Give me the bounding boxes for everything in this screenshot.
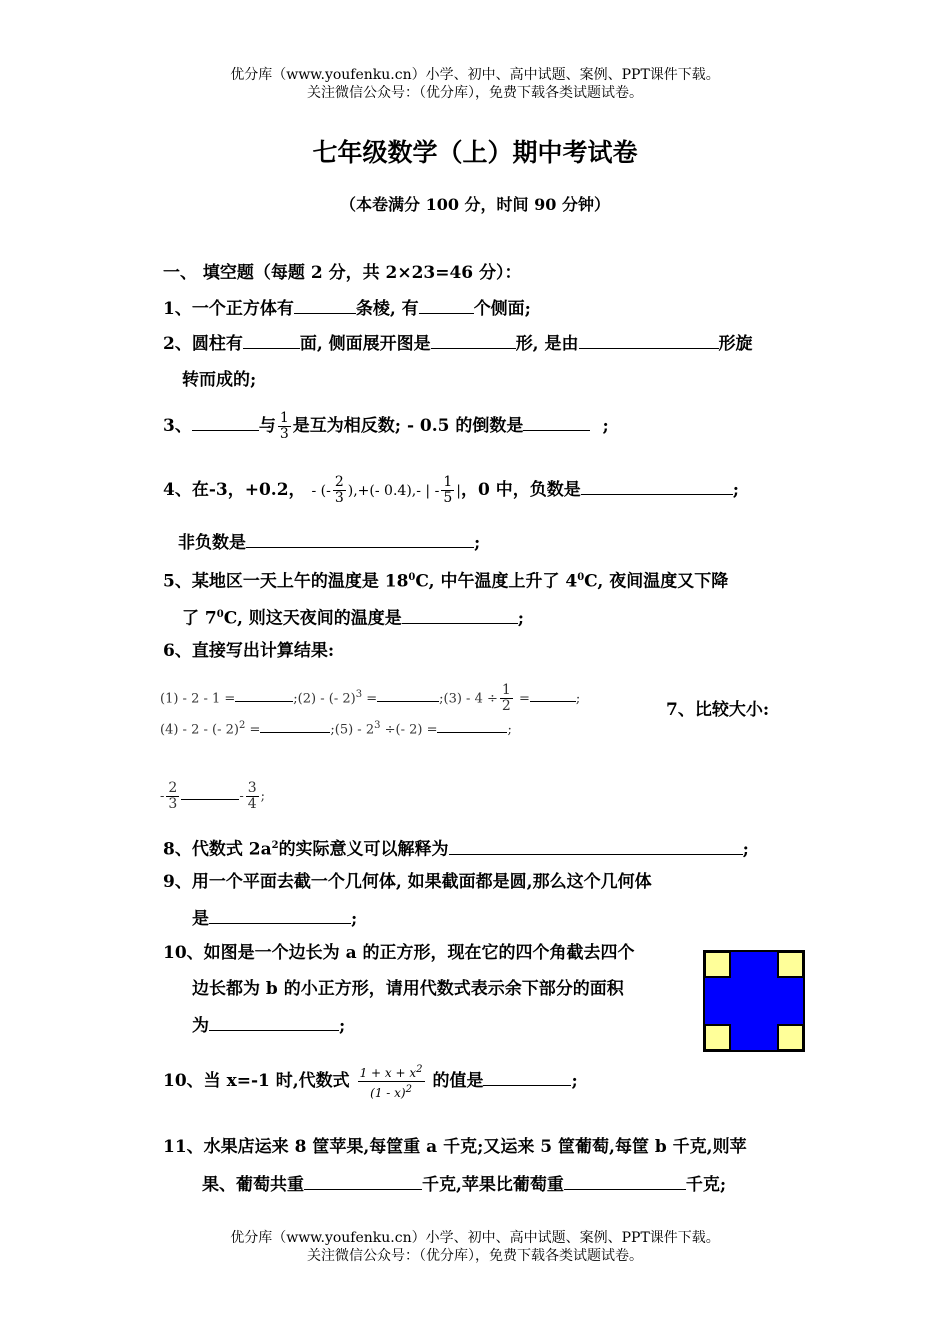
question-11-cont: 果、葡萄共重 千克,苹果比葡萄重 千克; bbox=[202, 1175, 727, 1195]
corner-square-tl bbox=[704, 951, 731, 978]
question-10a-line2: 边长都为 b 的小正方形，请用代数式表示余下部分的面积 bbox=[192, 979, 624, 999]
question-1: 1、一个正方体有 条棱, 有 个侧面; bbox=[163, 299, 531, 319]
question-5-cont: 了 $7^0C$, 则这天夜间的温度是 ; bbox=[182, 608, 525, 629]
page-footer-line2: 关注微信公众号：（优分库），免费下载各类试题试卷。 bbox=[307, 1248, 643, 1264]
question-9: 9、用一个平面去截一个几何体, 如果截面都是圆,那么这个几何体 bbox=[163, 872, 652, 892]
question-2: 2、圆柱有 面, 侧面展开图是 形, 是由 形旋 bbox=[163, 334, 753, 354]
calc-row-2: (4) - 2 - (- 2)$^2$ = ;(5) - $2^3$ ÷(- 2) = ; bbox=[160, 720, 512, 738]
page-title: 七年级数学（上）期中考试卷 bbox=[312, 138, 638, 167]
page-footer-line1: 优分库（www.youfenku.cn）小学、初中、高中试题、案例、PPT课件下载。 bbox=[230, 1230, 720, 1246]
calc-row-1: (1) - 2 - 1 = ;(2) - (- 2)$^3$ = ;(3) - 4 ÷ $\frac{1}{2}$ = ; bbox=[160, 682, 581, 715]
question-4-cont: 非负数是 ; bbox=[178, 533, 481, 553]
section-heading: 一、 填空题（每题 2 分，共 2×23=46 分）： bbox=[163, 263, 522, 283]
question-8: 8、代数式 $2a^2$的实际意义可以解释为 ; bbox=[163, 839, 749, 860]
corner-square-tr bbox=[777, 951, 804, 978]
question-10a: 10、如图是一个边长为 a 的正方形，现在它的四个角截去四个 bbox=[163, 943, 635, 963]
question-5: 5、某地区一天上午的温度是 $18^0C$, 中午温度上升了 $4^0C$, 夜间温度又下降 bbox=[163, 571, 729, 592]
corner-square-br bbox=[777, 1024, 804, 1051]
question-10a-line3: 为 ; bbox=[192, 1016, 346, 1036]
page-header-line2: 关注微信公众号：（优分库），免费下载各类试题试卷。 bbox=[307, 85, 643, 101]
question-7-label: 7、比较大小: bbox=[666, 700, 770, 720]
question-7-compare: - $\frac{2}{3}$ - $\frac{3}{4}$ ; bbox=[160, 780, 266, 812]
question-6: 6、直接写出计算结果: bbox=[163, 641, 335, 661]
algebraic-fraction: $\frac{1 + x + x^2}{(1 - x)^2}$ bbox=[359, 1064, 423, 1100]
question-3: 3、 与 $\frac{1}{3}$ 是互为相反数; - 0.5 的倒数是 ; bbox=[163, 410, 609, 442]
page-header-line1: 优分库（www.youfenku.cn）小学、初中、高中试题、案例、PPT课件下载。 bbox=[230, 67, 720, 83]
question-11: 11、水果店运来 8 筐苹果,每筐重 a 千克;又运来 5 筐葡萄,每筐 b 千克,则苹 bbox=[163, 1137, 747, 1157]
page-subtitle: （本卷满分 100 分，时间 90 分钟） bbox=[340, 195, 610, 214]
question-2-cont: 转而成的; bbox=[182, 370, 257, 390]
fraction-one-third: $\frac{1}{3}$ bbox=[279, 410, 289, 442]
square-figure bbox=[703, 950, 805, 1052]
question-9-cont: 是 ; bbox=[192, 909, 358, 929]
question-10b: 10、当 x=-1 时,代数式 $\frac{1 + x + x^2}{(1 - x)^2}$ 的值是 ; bbox=[163, 1064, 578, 1100]
question-4: 4、在-3，+0.2， - (- $\frac{2}{3}$ ),+(- 0.4),- | - $\frac{1}{5}$ |，0 中，负数是 ; bbox=[163, 474, 739, 506]
corner-square-bl bbox=[704, 1024, 731, 1051]
